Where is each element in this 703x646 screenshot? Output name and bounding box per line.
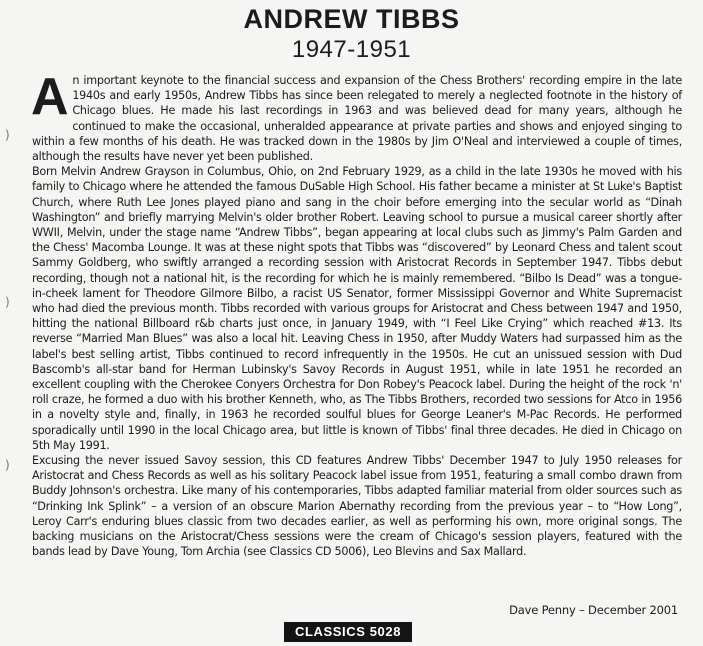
drop-cap: A xyxy=(31,68,69,126)
catalog-number-badge: CLASSICS 5028 xyxy=(284,622,412,642)
page-subtitle-years: 1947-1951 xyxy=(291,36,412,63)
margin-mark: ) xyxy=(5,295,10,309)
article-body xyxy=(31,68,682,560)
page-title: ANDREW TIBBS xyxy=(243,4,460,34)
author-signature: Dave Penny – December 2001 xyxy=(509,603,678,617)
article-paragraph: Born Melvin Andrew Grayson in Columbus, Ohio, on 2nd February 1929, as a child in the late 1930s he moved with his family to Chicago where he attended the famous DuSable High School. His father became a minister at St Luke's Baptist Church, where Ruth Lee Jones played piano and sang in the choir before emerging into the secular world as “Dinah Washington” and briefly marrying Melvin's older brother Robert. Leaving school to pursue a musical career shortly after WWII, Melvin, under the stage name “Andrew Tibbs”, began appearing at local clubs such as Jimmy's Palm Garden and the Chess' Macomba Lounge. It was at these night spots that Tibbs was “discovered” by Leonard Chess and talent scout Sammy Goldberg, who swiftly arranged a recording session with Aristocrat Records in September 1947. Tibbs debut recording, though not a national hit, is the recording for which he is mainly remembered. “Bilbo Is Dead” was a tongue-in-cheek lament for Theodore Gilmore Bilbo, a racist US Senator, former Mississippi Governor and White Supremacist who had died the previous month. Tibbs recorded with various groups for Aristocrat and Chess between 1947 and 1950, hitting the national Billboard r&b charts just once, in January 1949, with “I Feel Like Crying” which reached #13. Its reverse “Married Man Blues” was also a local hit. Leaving Chess in 1950, after Muddy Waters had surpassed him as the label's best selling artist, Tibbs continued to record infrequently in the 1950s. He cut an unissued session with Dud Bascomb's all-star band for Herman Lubinsky's Savoy Records in August 1951, while in late 1951 he recorded an excellent coupling with the Cherokee Conyers Orchestra for Don Robey's Peacock label. During the height of the rock 'n' roll craze, he formed a duo with his brother Kenneth, who, as The Tibbs Brothers, recorded two sessions for Atco in 1956 in a novelty style and, finally, in 1963 he recorded soulful blues for George Leaner's M-Pac Records. He performed sporadically until 1990 in the local Chicago area, but little is known of Tibbs' final three decades. He died in Chicago on 5th May 1991. xyxy=(32,165,682,452)
article-paragraph: Excusing the never issued Savoy session, this CD features Andrew Tibbs' December 1947 to July 1950 releases for Aristocrat and Chess Records as well as his solitary Peacock label issue from 1951, featuring a small combo drawn from Buddy Johnson's orchestra. Like many of his contemporaries, Tibbs adapted familiar material from older sources such as “Drinking Ink Splink” – a version of an obscure Marion Abernathy recording from the previous year – to “How Long”, Leroy Carr's enduring blues classic from two decades earlier, as well as performing his own, more original songs. The backing musicians on the Aristocrat/Chess sessions were the cream of Chicago's session players, featured with the bands lead by Dave Young, Tom Archia (see Classics CD 5006), Leo Blevins and Sax Mallard. xyxy=(32,454,682,559)
article-paragraph xyxy=(31,68,682,164)
paragraph-text: n important keynote to the financial success and expansion of the Chess Brothers' recording empire in the late 1940s and early 1950s, Andrew Tibbs has since been relegated to merely a neglected footnote in the history of Chicago blues. He made his last recordings in 1963 and was believed dead for many years, although he continued to make the occasional, unheralded appearance at private parties and shows and enjoyed singing to within a few months of his death. He was tracked down in the 1980s by Jim O'Neal and interviewed a couple of times, although the results have never yet been published. xyxy=(32,74,682,164)
margin-mark: ) xyxy=(5,458,10,472)
margin-mark: ) xyxy=(5,128,10,142)
